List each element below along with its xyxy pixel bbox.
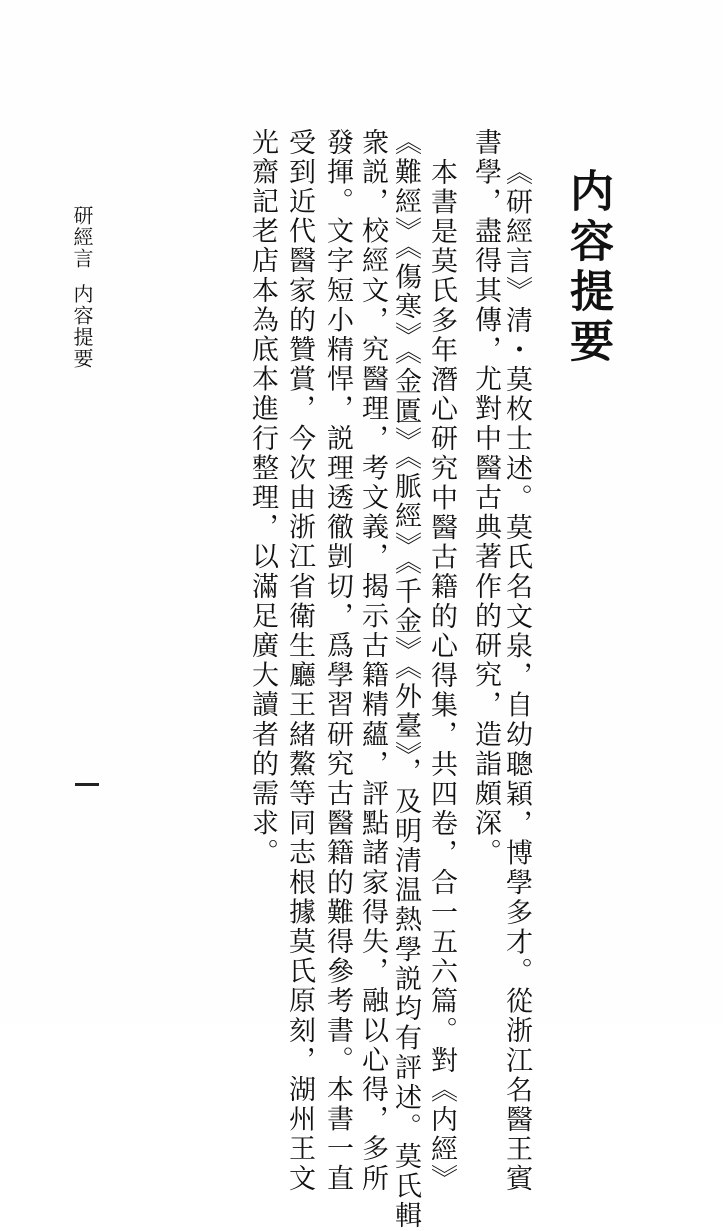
- text-column-2: 書學，盡得其傳，尤對中醫古典著作的研究，造詣頗深。: [470, 128, 501, 868]
- page-title: 内容提要: [562, 168, 613, 368]
- text-column-3: 本書是莫氏多年潛心研究中醫古籍的心得集，共四卷，合一五六篇。對《内經》: [426, 158, 457, 1194]
- page-number: [75, 783, 99, 786]
- running-header-book: 研經言: [70, 205, 94, 270]
- text-column-7: 受到近代醫家的贊賞，今次由浙江省衛生廳王緒鰲等同志根據莫氏原刻，湖州王文: [284, 128, 315, 1194]
- running-header: [72, 205, 92, 370]
- running-header-section: 内容提要: [70, 283, 94, 370]
- page-number-text: [75, 783, 76, 784]
- text-column-8: 光齋記老店本為底本進行整理，以滿足廣大讀者的需求。: [247, 128, 278, 868]
- text-column-6: 發揮。文字短小精悍，説理透徹剴切，爲學習研究古醫籍的難得參考書。本書一直: [322, 128, 353, 1194]
- text-column-4: 《難經》《傷寒》《金匱》《脈經》《千金》《外臺》，及明清温熱學説均有評述。莫氏輯: [390, 128, 421, 1231]
- text-column-1: 《研經言》清・莫枚士述。莫氏名文泉，自幼聰穎，博學多才。從浙江名醫王賓: [501, 158, 532, 1194]
- text-column-5: 衆説，校經文，究醫理，考文義，揭示古籍精蘊，評點諸家得失，融以心得，多所: [357, 128, 388, 1194]
